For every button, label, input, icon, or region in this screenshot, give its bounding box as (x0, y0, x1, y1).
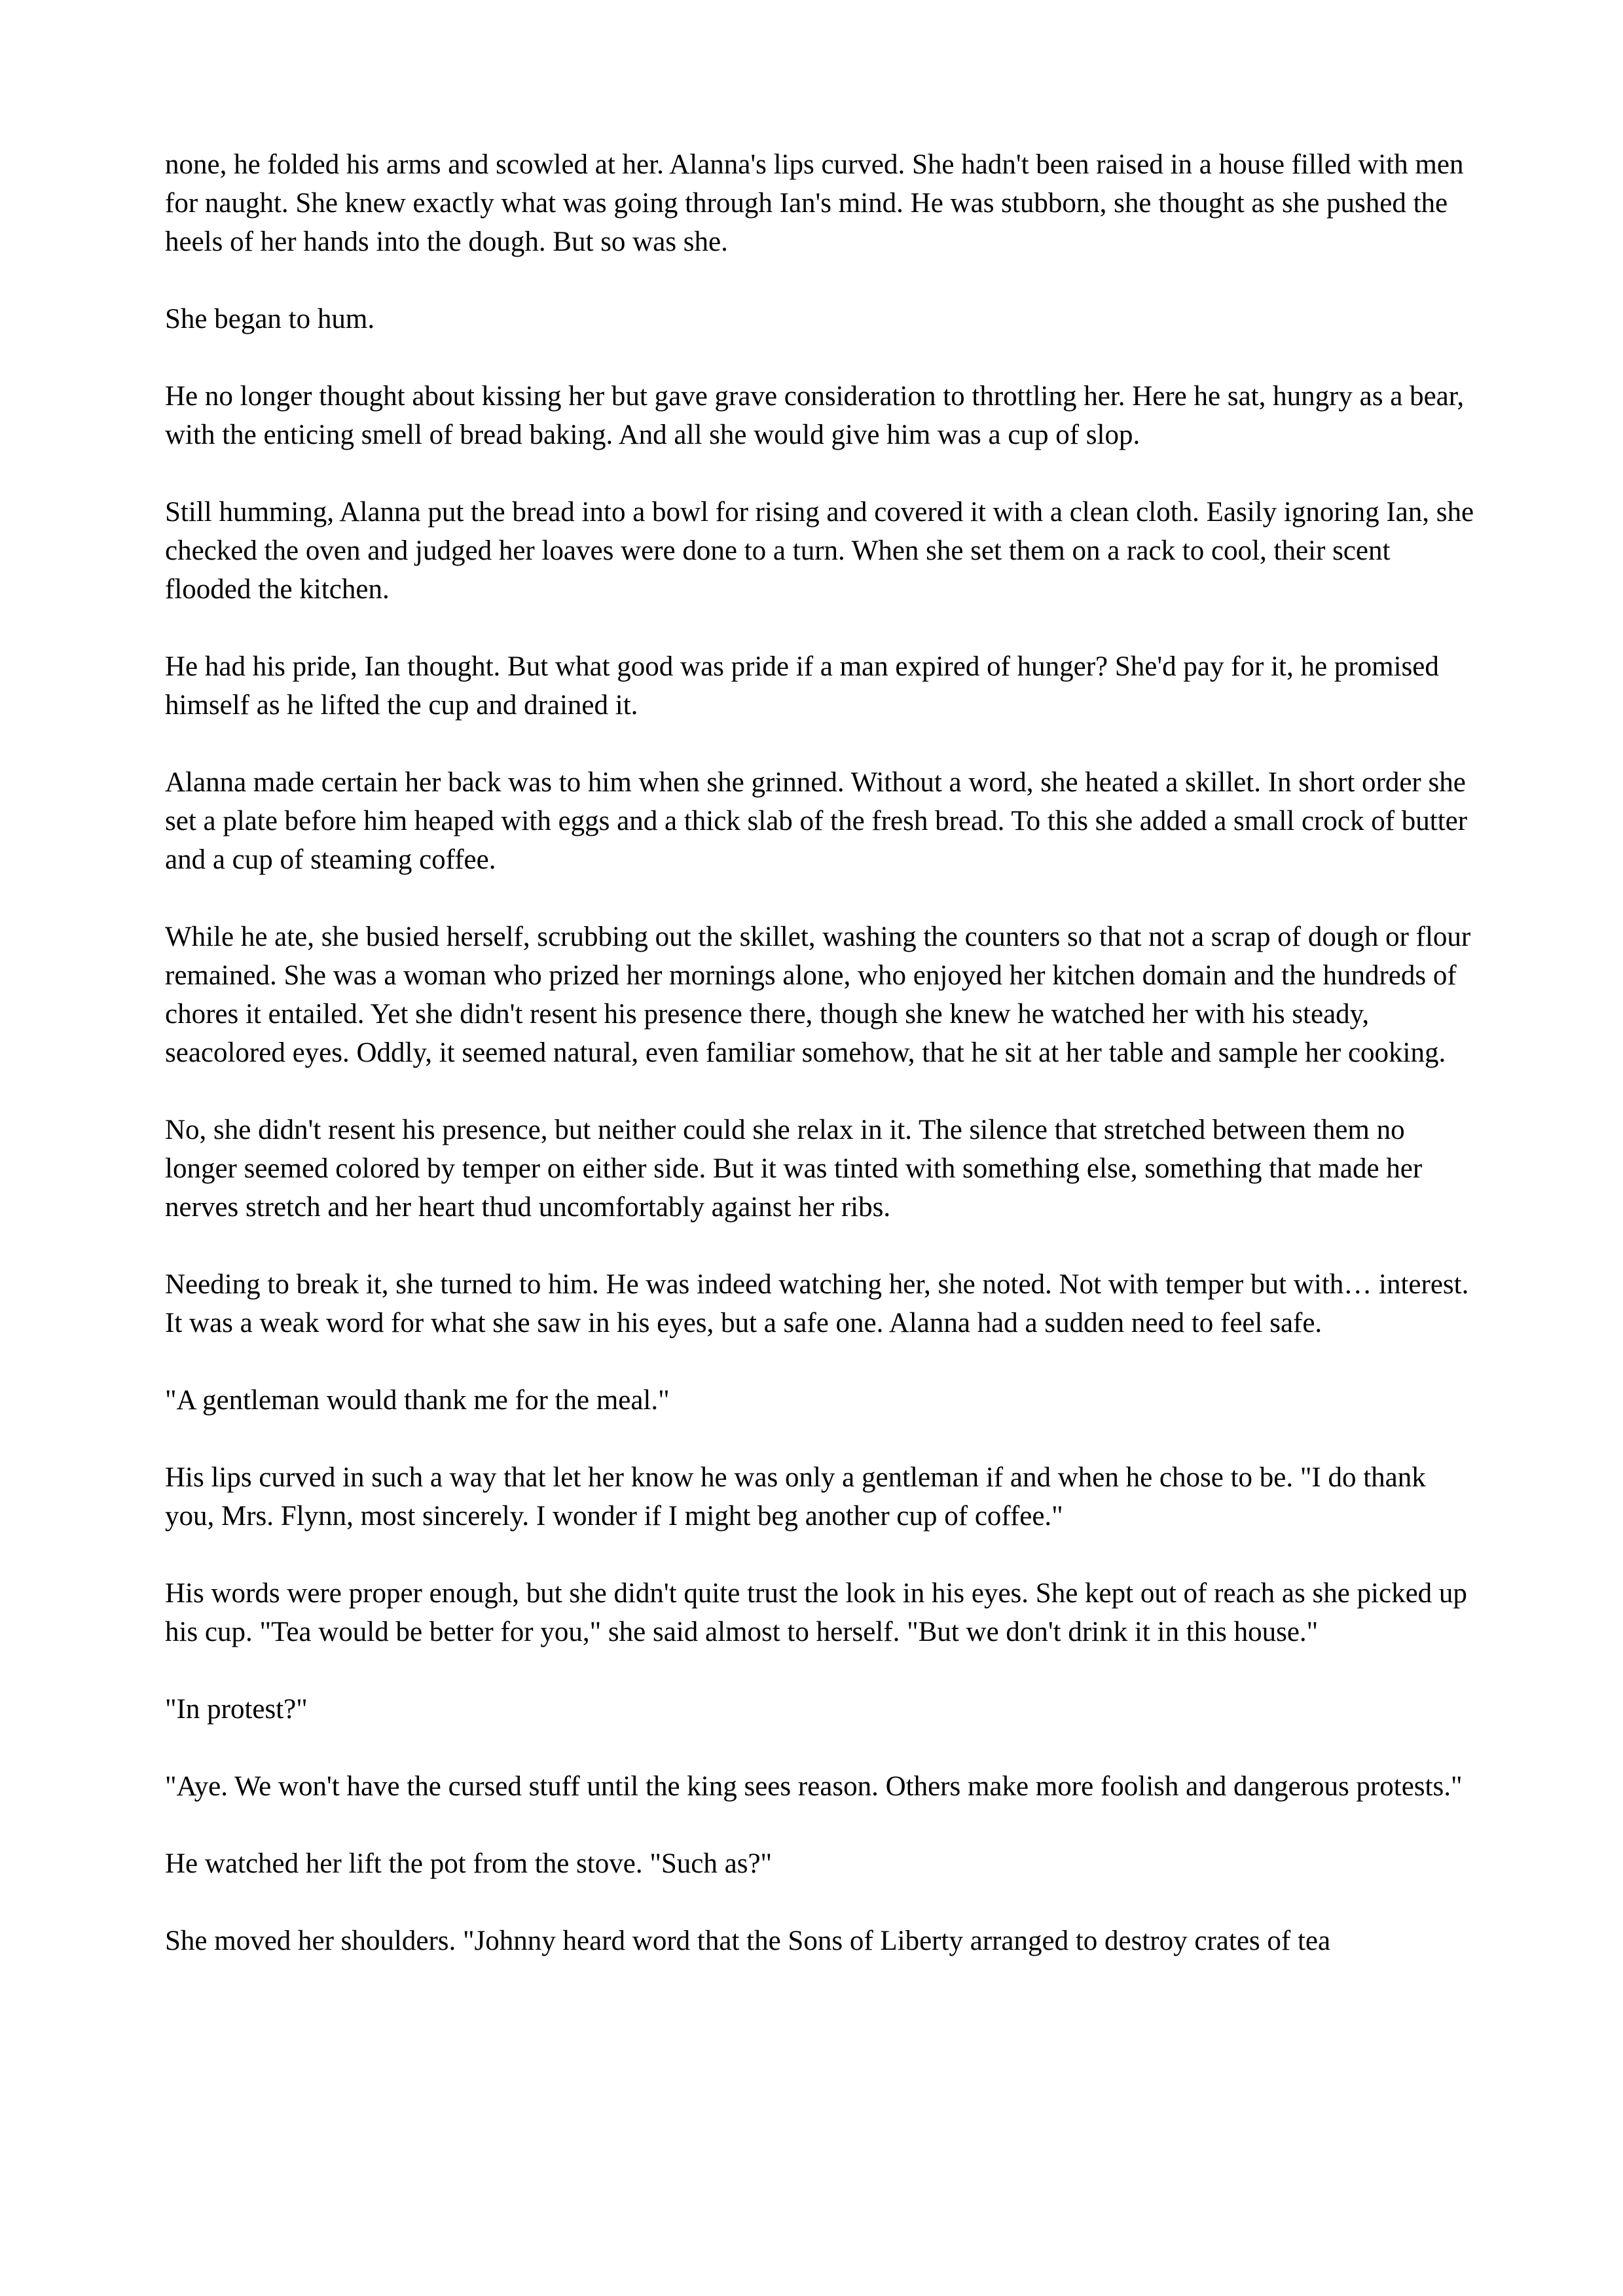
body-text (165, 145, 1474, 1999)
paragraph: "Aye. We won't have the cursed stuff until the king sees reason. Others make more foolish and dangerous protests." (165, 1771, 1463, 1802)
paragraph: "A gentleman would thank me for the meal." (165, 1385, 670, 1416)
paragraph: No, she didn't resent his presence, but neither could she relax in it. The silence that stretched between them no longer seemed colored by temper on either side. But it was tinted with something else, something that made her nerves stretch and her heart thud uncomfortably against her ribs. (165, 1115, 1423, 1223)
paragraph: His words were proper enough, but she didn't quite trust the look in his eyes. She kept out of reach as she picked up his cup. "Tea would be better for you," she said almost to herself. "But we don't drink it in this house." (165, 1578, 1467, 1647)
paragraph: He no longer thought about kissing her but gave grave consideration to throttling her. Here he sat, hungry as a bear, with the enticing smell of bread baking. And all she would give him was a cup of slop. (165, 381, 1465, 450)
paragraph: none, he folded his arms and scowled at her. Alanna's lips curved. She hadn't been raised in a house filled with men for naught. She knew exactly what was going through Ian's mind. He was stubborn, she thought as she pushed the heels of her hands into the dough. But so was she. (165, 149, 1464, 257)
paragraph: She began to hum. (165, 304, 375, 334)
paragraph: He had his pride, Ian thought. But what good was pride if a man expired of hunger? She'd pay for it, he promised himself as he lifted the cup and drained it. (165, 651, 1439, 721)
paragraph: His lips curved in such a way that let her know he was only a gentleman if and when he chose to be. "I do thank you, Mrs. Flynn, most sincerely. I wonder if I might beg another cup of coffee." (165, 1462, 1426, 1532)
paragraph: "In protest?" (165, 1694, 308, 1725)
paragraph: She moved her shoulders. "Johnny heard word that the Sons of Liberty arranged to destroy crates of tea (165, 1926, 1331, 1956)
paragraph: Needing to break it, she turned to him. He was indeed watching her, she noted. Not with temper but with… interest. It was a weak word for what she saw in his eyes, but a safe one. Alanna had a sudden need to feel safe. (165, 1269, 1469, 1338)
paragraph: While he ate, she busied herself, scrubbing out the skillet, washing the counters so that not a scrap of dough or flour remained. She was a woman who prized her mornings alone, who enjoyed her kitchen domain and the hundreds of chores it entailed. Yet she didn't resent his presence there, though she knew he watched her with his steady, seacolored eyes. Oddly, it seemed natural, even familiar somehow, that he sit at her table and sample her cooking. (165, 922, 1471, 1068)
paragraph: He watched her lift the pot from the stove. "Such as?" (165, 1848, 773, 1879)
paragraph: Alanna made certain her back was to him when she grinned. Without a word, she heated a skillet. In short order she set a plate before him heaped with eggs and a thick slab of the fresh bread. To this she added a small crock of butter and a cup of steaming coffee. (165, 767, 1468, 875)
paragraph: Still humming, Alanna put the bread into a bowl for rising and covered it with a clean cloth. Easily ignoring Ian, she checked the oven and judged her loaves were done to a turn. When she set them on a rack to cool, their scent flooded the kitchen. (165, 497, 1474, 605)
